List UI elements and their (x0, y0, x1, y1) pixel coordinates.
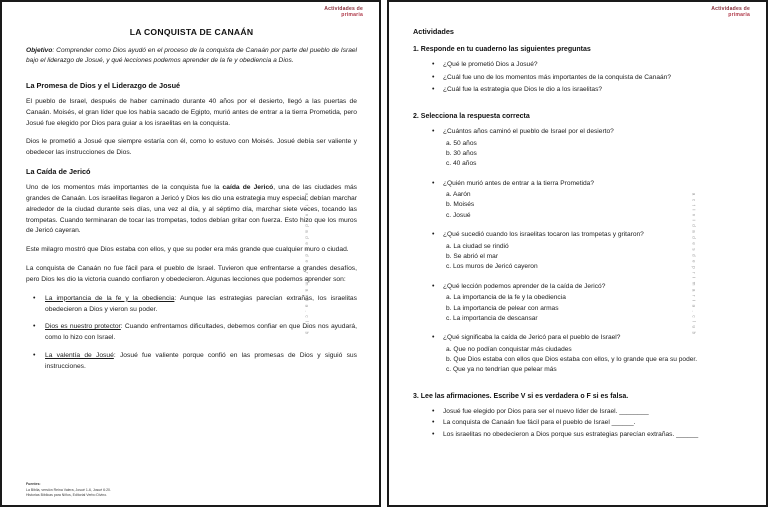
watermark-page-1: a c t i v i d a d e s d e p r i m a r i a . c l u b (304, 192, 310, 335)
sources-line-1: La Biblia, versión Reina Valera, Josué 1-6, Josué 6:20. (26, 487, 111, 492)
mc-option[interactable]: c. Los muros de Jericó cayeron (446, 263, 538, 271)
lesson-item (43, 351, 357, 373)
brand-line-1: Actividades de (324, 6, 363, 12)
lesson-item (43, 322, 357, 344)
sources-line-2: Historias Bíblicas para Niños, Editorial Verbo Divino. (26, 492, 108, 497)
mc-question-item (443, 230, 744, 273)
mc-option[interactable]: c. Josué (446, 211, 471, 219)
question-item: • ¿Qué le prometió Dios a Josué? (443, 60, 744, 71)
page-1 (0, 0, 381, 507)
lesson-lead: La importancia de la fe y la obediencia (45, 294, 175, 302)
section-heading-promesa: La Promesa de Dios y el Liderazgo de Josué (26, 80, 181, 90)
section-heading-jerico: La Caída de Jericó (26, 167, 91, 177)
mc-option[interactable]: c. Que ya no tendrían que pelear más (446, 366, 557, 374)
mc-option[interactable]: b. La importancia de pelear con armas (446, 304, 559, 312)
question-item: • ¿Cuál fue uno de los momentos más importantes de la conquista de Canaán? (443, 73, 744, 84)
page-1-content (2, 2, 379, 505)
lesson-rest: : Aunque las estrategias parecían extrañas, los israelitas obedecieron a Dios y vieron su poder. (45, 294, 357, 313)
mc-option[interactable]: a. La ciudad se rindió (446, 242, 509, 250)
jerico-paragraph-1 (26, 183, 357, 237)
page-2-content (389, 2, 766, 505)
lesson-item (43, 294, 357, 316)
mc-option[interactable]: a. Aarón (446, 191, 471, 199)
jerico-p1-part-a: Uno de los momentos más importantes de la conquista fue la (26, 184, 223, 192)
mc-options (443, 190, 744, 221)
mc-option[interactable]: a. Que no podían conquistar más ciudades (446, 345, 572, 353)
mc-question-text: ¿Cuántos años caminó el pueblo de Israel por el desierto? (443, 128, 614, 136)
mc-options (443, 139, 744, 170)
objective-text: : Comprender como Dios ayudó en el proceso de la conquista de Canaán por parte del pueblo de Israel bajo el liderazgo de Josué, y qué lecciones podemos aprender de la fe y obediencia a Dios. (26, 47, 357, 65)
question-group-2-list (413, 127, 744, 376)
lesson-rest: : Josué fue valiente porque confió en las promesas de Dios y siguió sus instrucciones. (45, 352, 357, 370)
mc-option[interactable]: b. Se abrió el mar (446, 253, 499, 260)
mc-question-item (443, 179, 744, 222)
promesa-paragraph-2: Dios le prometió a Josué que siempre estaría con él, como lo estuvo con Moisés. Josué debía ser valiente y obedecer las instrucciones de Dios. (26, 138, 357, 157)
brand-line-2: primaria (728, 12, 750, 19)
brand-line-1: Actividades de (711, 6, 750, 12)
brand-logo (711, 6, 750, 19)
jerico-p1-part-b: , una de las ciudades más grandes de Canaán. Los israelitas llegaron a Jericó y Dios les dio una estrategia muy especial: debían marchar alrededor de la ciudad durante seis días, una vez al día, y al séptimo día, marchar siete veces, tocando las trompetas. Cuando terminaran de tocar las trompetas, todos debían gritar con fuerza. Esto hizo que los muros de Jericó cayeran. (26, 184, 358, 235)
mc-option[interactable]: c. La importancia de descansar (446, 314, 538, 322)
jerico-paragraph-3: La conquista de Canaán no fue fácil para el pueblo de Israel. Tuvieron que enfrentarse a grandes desafíos, pero Dios les dio la victoria cuando confiaron y obedecieron. Algunas lecciones que podemos aprender son: (26, 265, 357, 283)
jerico-paragraph-2: Este milagro mostró que Dios estaba con ellos, y que su poder era más grande que cualquier muro o ciudad. (26, 246, 349, 254)
mc-option[interactable]: b. 30 años (446, 149, 477, 157)
mc-option[interactable]: b. Que Dios estaba con ellos que Dios estaba con ellos, y lo grande que era su poder. (446, 356, 698, 364)
lesson-lead: La valentía de Josué (45, 352, 114, 360)
mc-option[interactable]: c. 40 años (446, 160, 477, 168)
question-item: • ¿Cuál fue la estrategia que Dios le dio a los israelitas? (443, 85, 744, 96)
mc-options (443, 293, 744, 324)
jerico-p1-bold: caída de Jericó (222, 184, 274, 192)
mc-question-text: ¿Qué sucedió cuando los israelitas tocaron las trompetas y gritaron? (443, 231, 644, 239)
mc-question-text: ¿Qué significaba la caída de Jericó para el pueblo de Israel? (443, 334, 621, 342)
mc-question-item (443, 333, 744, 376)
true-false-item[interactable]: • Los israelitas no obedecieron a Dios porque sus estrategias parecían extrañas. ______ (443, 430, 744, 441)
true-false-item[interactable]: • La conquista de Canaán fue fácil para el pueblo de Israel ______. (443, 418, 744, 429)
mc-question-item (443, 282, 744, 325)
mc-question-text: ¿Quién murió antes de entrar a la tierra Prometida? (443, 179, 594, 187)
question-group-3-list (413, 407, 744, 441)
question-group-1-heading: 1. Responde en tu cuaderno las siguientes preguntas (413, 46, 591, 53)
question-group-2-heading: 2. Selecciona la respuesta correcta (413, 113, 530, 121)
lesson-lead: Dios es nuestro protector (45, 323, 121, 331)
activities-heading: Actividades (413, 27, 454, 36)
question-group-1-list (413, 60, 744, 96)
mc-question-item (443, 127, 744, 170)
sources-label: Fuentes: (26, 482, 41, 487)
page-title: LA CONQUISTA DE CANAÁN (129, 27, 254, 37)
sources-footer (26, 482, 111, 498)
mc-options (443, 345, 744, 376)
mc-option[interactable]: b. Moisés (446, 201, 475, 209)
mc-options (443, 242, 744, 273)
watermark-page-2: a c t i v i d a d e s d e p r i m a r i a . c l u b (691, 192, 697, 335)
objective-paragraph (26, 46, 357, 67)
question-group-3-heading: 3. Lee las afirmaciones. Escribe V si es verdadera o F si es falsa. (413, 392, 629, 400)
true-false-item[interactable]: • Josué fue elegido por Dios para ser el nuevo líder de Israel. ________ (443, 407, 744, 418)
brand-logo (324, 6, 363, 19)
promesa-paragraph-1: El pueblo de Israel, después de haber caminado durante 40 años por el desierto, llegó a las puertas de Canaán. Moisés, el gran líder que los había sacado de Egipto, murió antes de entrar a la tierra Prometida, pero Josué fue elegido por Dios para guiar a los israelitas en la conquista. (26, 97, 357, 127)
mc-question-text: ¿Qué lección podemos aprender de la caída de Jericó? (443, 282, 606, 290)
page-2 (387, 0, 768, 507)
objective-label: Objetivo (26, 47, 53, 54)
lesson-rest: : Cuando enfrentamos dificultades, debemos confiar en que Dios nos ayudará, como lo hizo con Israel. (45, 323, 357, 342)
mc-option[interactable]: a. La importancia de la fe y la obediencia (446, 294, 566, 302)
mc-option[interactable]: a. 50 años (446, 139, 477, 147)
lessons-list (26, 294, 357, 373)
brand-line-2: primaria (341, 12, 363, 19)
